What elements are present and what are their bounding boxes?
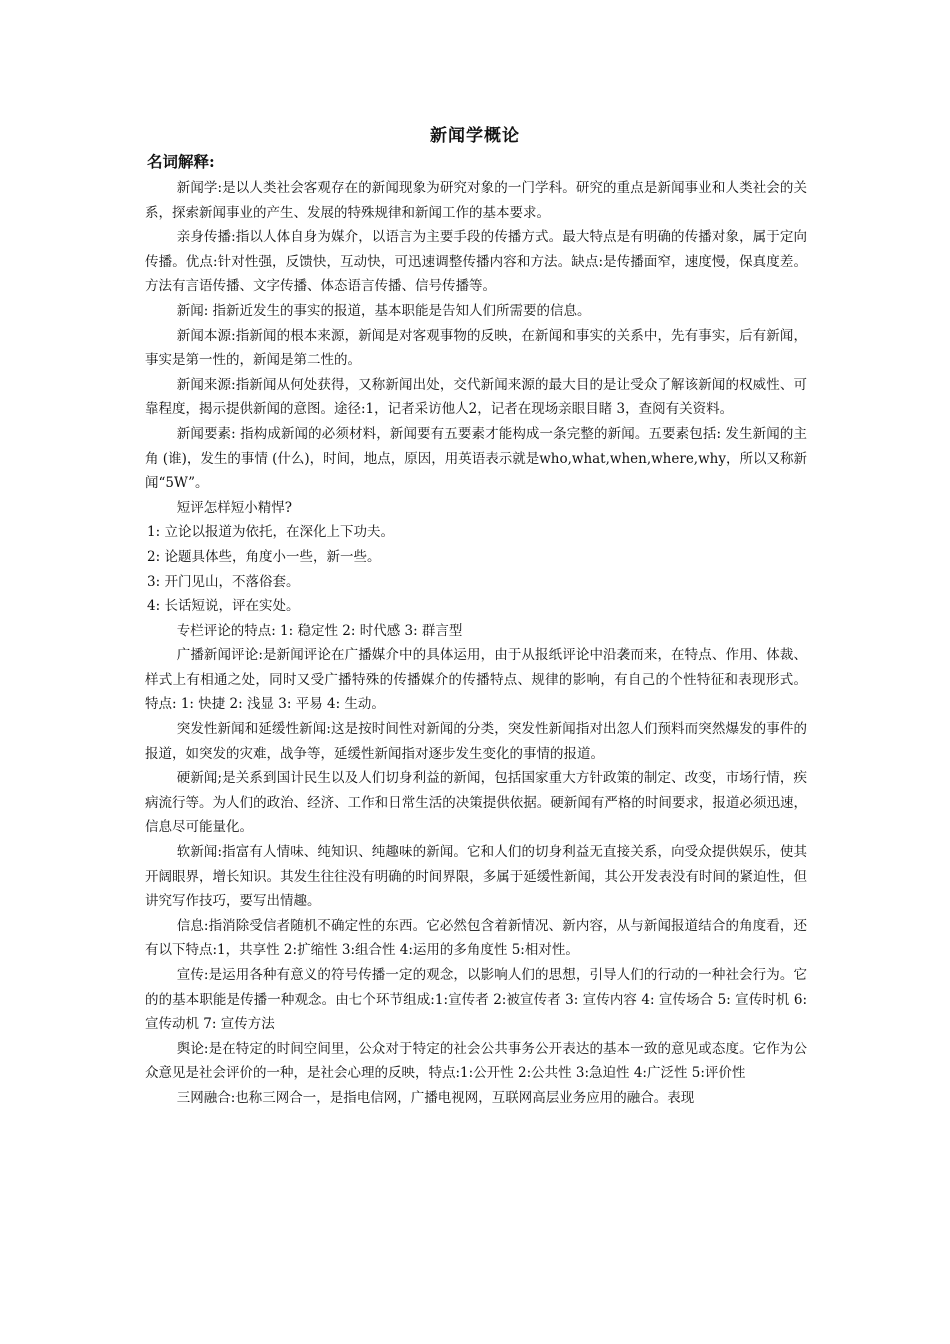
- paragraph: 新闻本源:指新闻的根本来源，新闻是对客观事物的反映，在新闻和事实的关系中，先有事实，后有新闻，事实是第一性的，新闻是第二性的。: [145, 327, 807, 369]
- list-item: 1: 立论以报道为依托，在深化上下功夫。: [147, 524, 394, 541]
- paragraph: 短评怎样短小精悍?: [176, 499, 292, 516]
- section-heading: 名词解释:: [147, 152, 215, 171]
- list-item: 3: 开门见山，不落俗套。: [147, 573, 300, 590]
- paragraph: 新闻: 指新近发生的事实的报道，基本职能是告知人们所需要的信息。: [176, 302, 591, 319]
- paragraph: 宣传:是运用各种有意义的符号传播一定的观念，以影响人们的思想，引导人们的行动的一种社会行为。它的的基本职能是传播一种观念。由七个环节组成:1:宣传者 2:被宣传者 3: 宣传内容 4: 宣传场合 5: 宣传时机 6: 宣传动机 7: 宣传方法: [145, 967, 807, 1033]
- paragraph: 突发性新闻和延缓性新闻:这是按时间性对新闻的分类，突发性新闻指对出忽人们预料而突然爆发的事件的报道，如突发的灾难，战争等，延缓性新闻指对逐步发生变化的事情的报道。: [145, 721, 807, 762]
- paragraph: 专栏评论的特点: 1: 稳定性 2: 时代感 3: 群言型: [176, 622, 463, 639]
- paragraph: 舆论:是在特定的时间空间里，公众对于特定的社会公共事务公开表达的基本一致的意见或态度。它作为公众意见是社会评价的一种，是社会心理的反映，特点:1:公开性 2:公共性 3:急迫性 4:广泛性 5:评价性: [145, 1040, 807, 1082]
- list-item: 4: 长话短说，评在实处。: [147, 598, 300, 615]
- paragraph: 软新闻:指富有人情味、纯知识、纯趣味的新闻。它和人们的切身利益无直接关系，向受众提供娱乐，使其开阔眼界，增长知识。其发生往往没有明确的时间界限，多属于延缓性新闻，其公开发表没有时间的紧迫性，但讲究写作技巧，要写出情趣。: [145, 844, 808, 910]
- document-body: [145, 176, 807, 1111]
- page-title: 新闻学概论: [430, 126, 520, 146]
- paragraph: 三网融合:也称三网合一，是指电信网，广播电视网，互联网高层业务应用的融合。表现: [176, 1089, 695, 1106]
- paragraph: 新闻来源:指新闻从何处获得，又称新闻出处，交代新闻来源的最大目的是让受众了解该新闻的权威性、可靠程度，揭示提供新闻的意图。途径:1，记者采访他人2，记者在现场亲眼目睹 3，查阅有关资料。: [145, 376, 807, 418]
- paragraph: 新闻要素: 指构成新闻的必须材料，新闻要有五要素才能构成一条完整的新闻。五要素包括: 发生新闻的主角 (谁)，发生的事情 (什么)，时间，地点，原因，用英语表示就是who,what,when,where,why，所以又称新闻“5W”。: [145, 425, 807, 492]
- paragraph: 广播新闻评论:是新闻评论在广播媒介中的具体运用，由于从报纸评论中沿袭而来，在特点、作用、体裁、样式上有相通之处，同时又受广播特殊的传播媒介的传播特点、规律的影响，有自己的个性特征和表现形式。 特点: 1: 快捷 2: 浅显 3: 平易 4: 生动。: [145, 647, 807, 713]
- paragraph: 硬新闻;是关系到国计民生以及人们切身利益的新闻，包括国家重大方针政策的制定、改变，市场行情，疾病流行等。为人们的政治、经济、工作和日常生活的决策提供依据。硬新闻有严格的时间要求，报道必须迅速，信息尽可能量化。: [145, 770, 808, 836]
- paragraph: 信息:指消除受信者随机不确定性的东西。它必然包含着新情况、新内容，从与新闻报道结合的角度看，还有以下特点:1，共享性 2:扩缩性 3:组合性 4:运用的多角度性 5:相对性。: [145, 917, 807, 959]
- paragraph: 新闻学:是以人类社会客观存在的新闻现象为研究对象的一门学科。研究的重点是新闻事业和人类社会的关系，探索新闻事业的产生、发展的特殊规律和新闻工作的基本要求。: [145, 180, 808, 221]
- paragraph: 亲身传播:指以人体自身为媒介，以语言为主要手段的传播方式。最大特点是有明确的传播对象，属于定向传播。优点:针对性强，反馈快，互动快，可迅速调整传播内容和方法。缺点:是传播面窄，速度慢，保真度差。方法有言语传播、文字传播、体态语言传播、信号传播等。: [145, 229, 807, 295]
- list-item: 2: 论题具体些，角度小一些，新一些。: [147, 548, 381, 565]
